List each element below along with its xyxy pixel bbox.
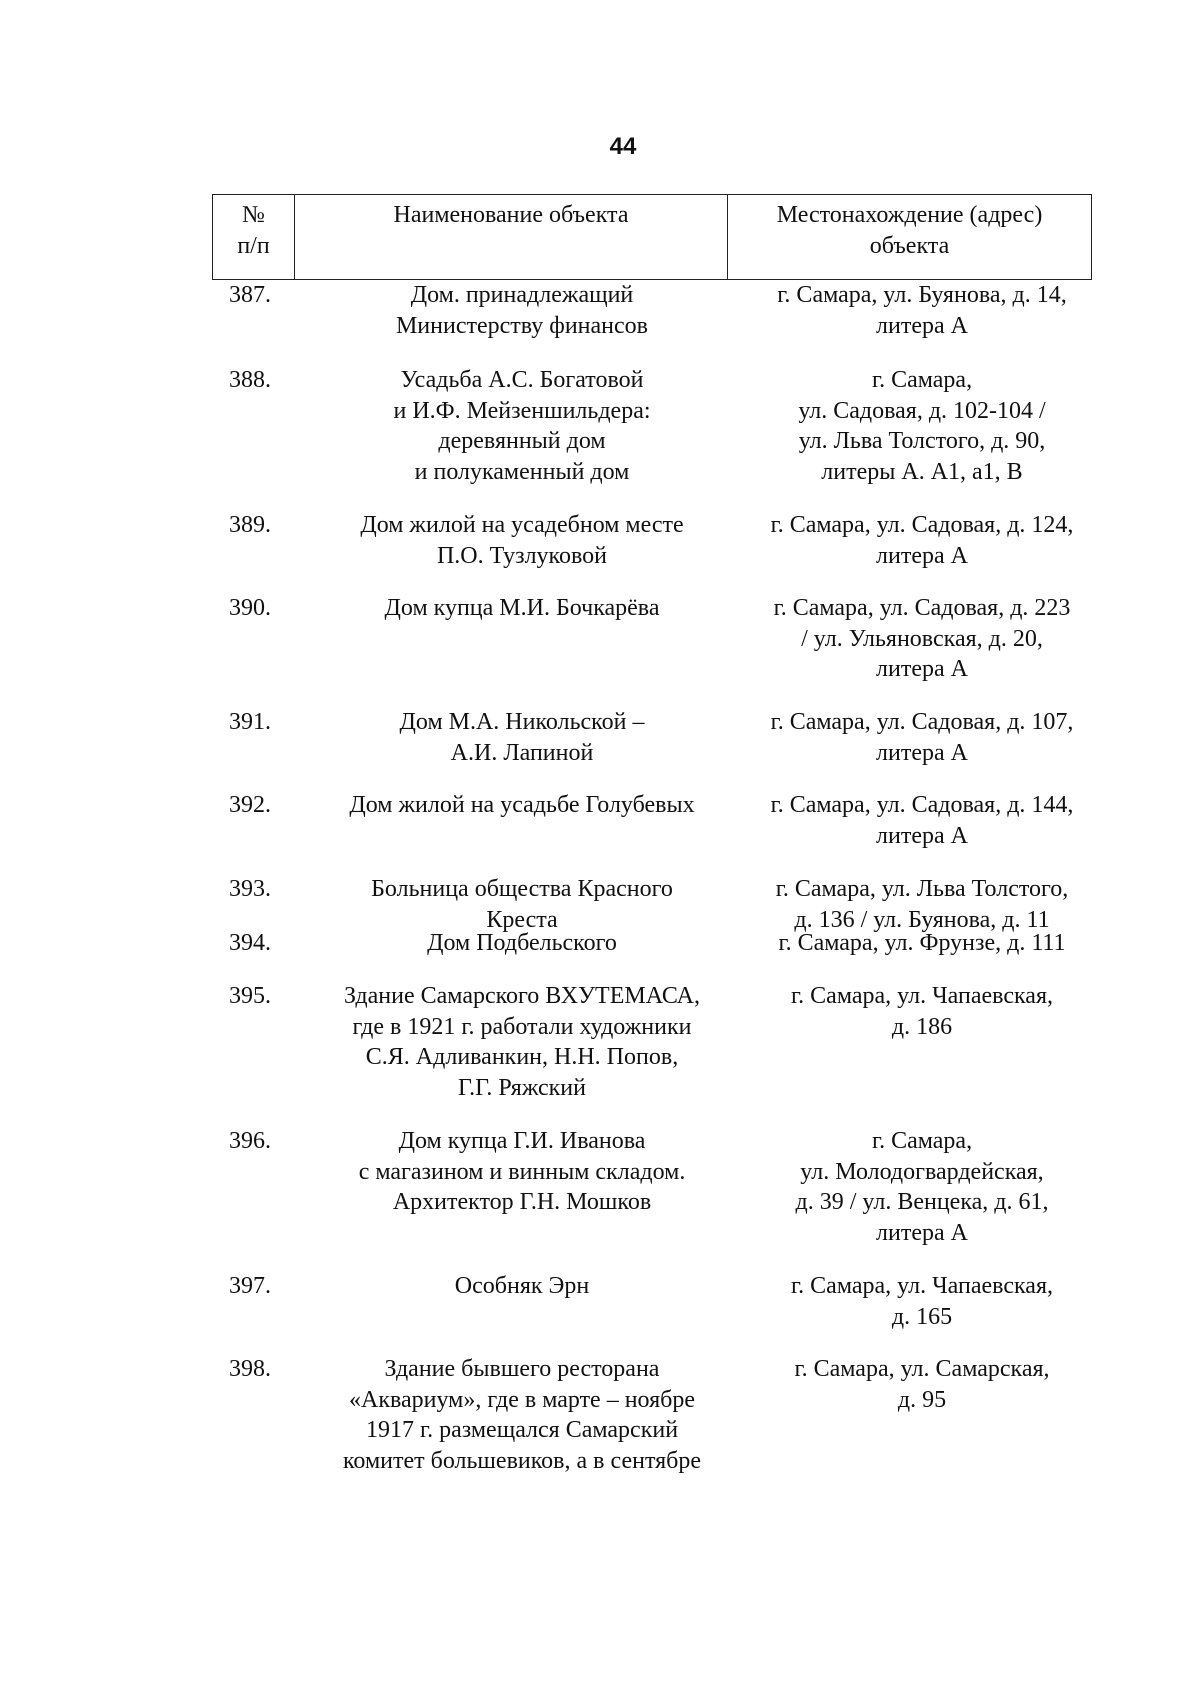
row-number: 396. <box>229 1128 271 1154</box>
object-address <box>732 365 1112 487</box>
object-name-line: комитет большевиков, а в сентябре <box>342 1447 702 1474</box>
object-name-line: Дом жилой на усадьбе Голубевых <box>349 792 695 818</box>
object-address-line: г. Самара, ул. Льва Толстого, <box>775 876 1069 902</box>
table-header <box>212 194 1092 280</box>
object-address-line: / ул. Ульяновская, д. 20, <box>801 625 1043 652</box>
object-name <box>307 874 737 935</box>
object-name-line: А.И. Лапиной <box>450 739 594 766</box>
object-address-line: д. 136 / ул. Буянова, д. 11 <box>794 906 1050 933</box>
object-name-line: деревянный дом <box>438 428 606 454</box>
object-name-line: с магазином и винным складом. <box>358 1158 686 1185</box>
object-name-line: Дом. принадлежащий <box>410 282 634 308</box>
row-number: 397. <box>229 1273 271 1299</box>
object-name-line: П.О. Тузлуковой <box>436 542 608 569</box>
object-address-line: ул. Молодогвардейская, <box>800 1158 1044 1185</box>
object-name <box>307 1354 737 1476</box>
object-address-line: литера А <box>876 542 968 569</box>
object-address-line: литера А <box>876 739 968 766</box>
object-address-line: ул. Льва Толстого, д. 90, <box>798 428 1046 454</box>
object-name-line: и И.Ф. Мейзеншильдера: <box>393 397 651 424</box>
object-name-line: и полукаменный дом <box>414 458 630 485</box>
object-name-line: Здание Самарского ВХУТЕМАСА, <box>344 983 700 1009</box>
object-address <box>732 1271 1112 1332</box>
object-address <box>732 790 1112 851</box>
row-number: 387. <box>229 282 271 308</box>
header-number-symbol: № <box>242 202 265 228</box>
object-name-line: Больница общества Красного <box>371 876 673 902</box>
header-name-column <box>295 195 728 279</box>
header-number-abbrev: п/п <box>237 233 270 259</box>
object-address-line: г. Самара, <box>871 1128 973 1154</box>
object-address-line: г. Самара, ул. Чапаевская, <box>791 1273 1053 1299</box>
object-address-line: г. Самара, ул. Садовая, д. 124, <box>770 512 1074 538</box>
object-address-line: г. Самара, ул. Садовая, д. 107, <box>770 709 1074 735</box>
object-address <box>732 280 1112 341</box>
object-name <box>307 1271 737 1302</box>
row-number: 388. <box>229 367 271 393</box>
object-address-line: г. Самара, ул. Садовая, д. 144, <box>770 792 1074 818</box>
object-address-line: д. 39 / ул. Венцека, д. 61, <box>795 1189 1049 1215</box>
object-address-line: г. Самара, ул. Садовая, д. 223 <box>773 595 1071 621</box>
object-name <box>307 365 737 487</box>
object-name <box>307 1126 737 1218</box>
row-number: 395. <box>229 983 271 1009</box>
header-address-label-line2: объекта <box>869 233 950 259</box>
object-address <box>732 1354 1112 1415</box>
object-address <box>732 707 1112 768</box>
object-name-line: Министерству финансов <box>395 312 649 339</box>
object-name-line: Дом Подбельского <box>427 930 617 956</box>
row-number: 391. <box>229 709 271 735</box>
object-address <box>732 928 1112 959</box>
object-name <box>307 928 737 959</box>
object-name-line: Дом купца Г.И. Иванова <box>398 1128 646 1154</box>
object-address-line: литера А <box>876 822 968 849</box>
object-name <box>307 510 737 571</box>
header-address-column <box>728 195 1091 279</box>
row-number: 390. <box>229 595 271 621</box>
row-number: 393. <box>229 876 271 902</box>
object-name-line: Г.Г. Ряжский <box>458 1074 586 1101</box>
object-address-line: литеры А. А1, а1, В <box>821 458 1023 485</box>
header-number-column <box>213 195 295 279</box>
object-name <box>307 707 737 768</box>
object-address-line: ул. Садовая, д. 102-104 / <box>798 397 1046 424</box>
object-name-line: Дом жилой на усадебном месте <box>360 512 684 538</box>
object-address-line: г. Самара, ул. Самарская, <box>794 1356 1050 1382</box>
object-name-line: Дом М.А. Никольской – <box>399 709 645 735</box>
row-number: 392. <box>229 792 271 818</box>
object-address-line: литера А <box>876 656 968 682</box>
object-name-line: где в 1921 г. работали художники <box>352 1013 692 1040</box>
object-address-line: д. 95 <box>897 1386 947 1413</box>
object-name-line: С.Я. Адливанкин, Н.Н. Попов, <box>365 1044 679 1070</box>
object-name <box>307 593 737 624</box>
object-address-line: д. 165 <box>891 1303 953 1330</box>
object-address-line: литера А <box>876 312 968 339</box>
object-address-line: г. Самара, ул. Фрунзе, д. 111 <box>778 930 1066 956</box>
object-address <box>732 1126 1112 1248</box>
object-name <box>307 981 737 1103</box>
object-address-line: г. Самара, ул. Чапаевская, <box>791 983 1053 1009</box>
header-name-label: Наименование объекта <box>393 202 629 228</box>
object-name-line: Особняк Эрн <box>454 1273 590 1299</box>
object-name-line: 1917 г. размещался Самарский <box>365 1417 679 1443</box>
object-name-line: Здание бывшего ресторана <box>384 1356 660 1382</box>
object-name-line: Усадьба А.С. Богатовой <box>400 367 644 393</box>
object-address-line: г. Самара, <box>871 367 973 393</box>
object-address <box>732 510 1112 571</box>
row-number: 398. <box>229 1356 271 1382</box>
object-address <box>732 593 1112 685</box>
row-number: 394. <box>229 930 271 956</box>
object-address <box>732 874 1112 935</box>
object-name-line: Дом купца М.И. Бочкарёва <box>384 595 660 621</box>
row-number: 389. <box>229 512 271 538</box>
object-address-line: литера А <box>876 1219 968 1246</box>
object-address-line: д. 186 <box>891 1013 953 1040</box>
object-name <box>307 790 737 821</box>
object-address <box>732 981 1112 1042</box>
object-name-line: Креста <box>486 906 558 933</box>
header-address-label-line1: Местонахождение (адрес) <box>776 202 1043 228</box>
object-name-line: Архитектор Г.Н. Мошков <box>392 1189 652 1215</box>
object-name-line: «Аквариум», где в марте – ноябре <box>348 1386 695 1413</box>
page-number: 44 <box>609 133 637 160</box>
object-name <box>307 280 737 341</box>
object-address-line: г. Самара, ул. Буянова, д. 14, <box>777 282 1067 308</box>
